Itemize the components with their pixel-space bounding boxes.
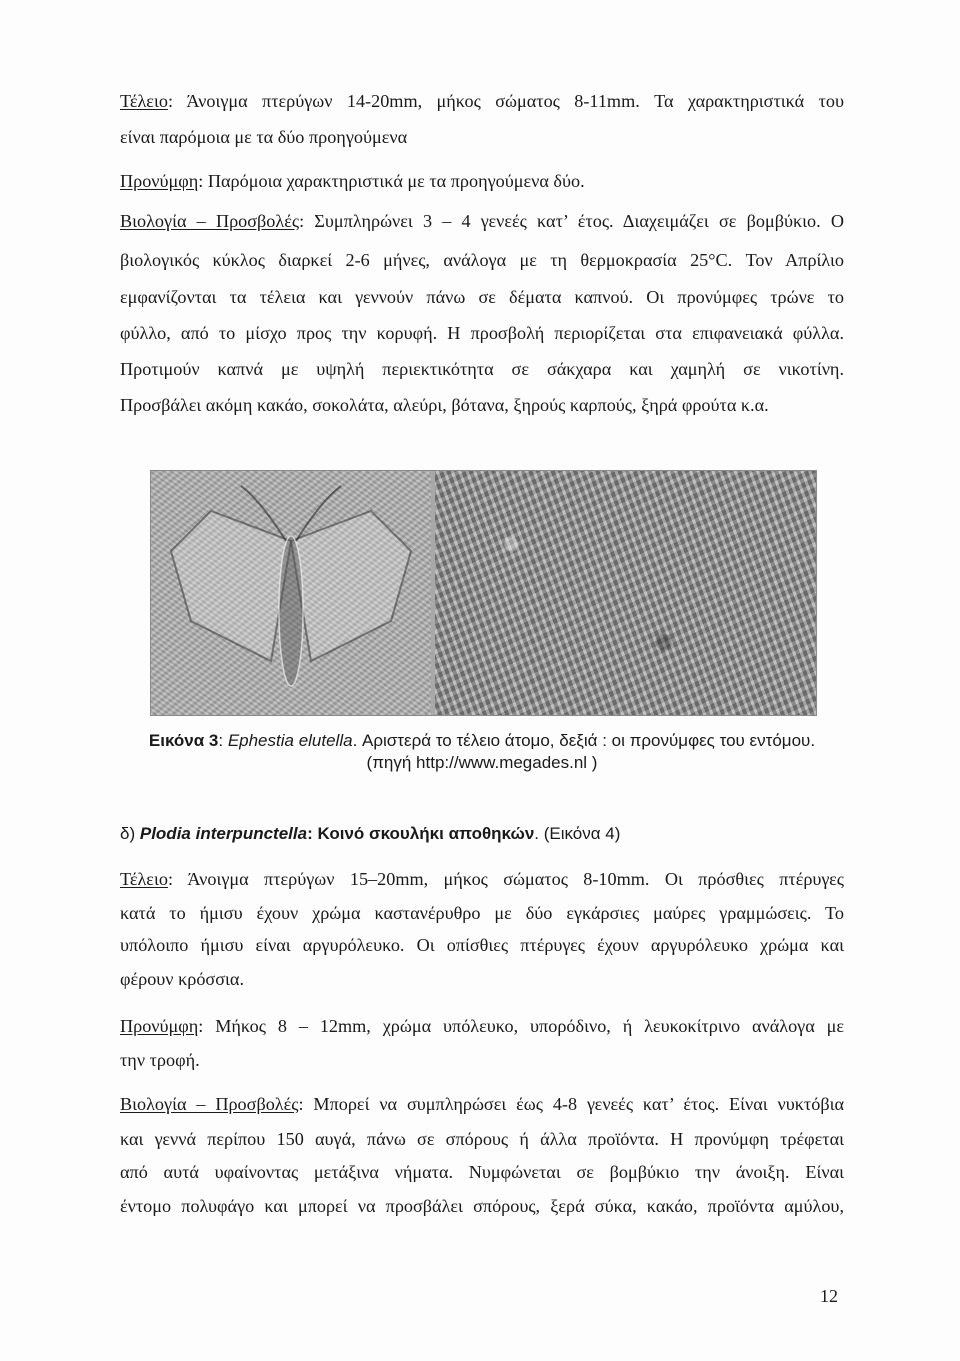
biologia-label: Βιολογία – Προσβολές: [120, 211, 300, 231]
figure-ephestia: [150, 470, 817, 716]
paragraph-line: [120, 1049, 844, 1071]
teleio-text: είναι παρόμοια με τα δύο προηγούμενα: [120, 127, 408, 147]
heading-species: Plodia interpunctella: [139, 824, 308, 843]
caption-text: . Αριστερά το τέλειο άτομο, δεξιά : οι προνύμφες του εντόμου.: [352, 731, 816, 750]
moth-illustration: [151, 471, 431, 715]
figure-caption: [120, 730, 844, 751]
biologia-text: έντομο πολυφάγο και μπορεί να προσβάλει σπόρους, ξερά σύκα, κακάο, προϊόντα αμύλου,: [120, 1196, 844, 1216]
teleio-text: : Άνοιγμα πτερύγων 15–20mm, μήκος σώματος 8-10mm. Οι πρόσθιες πτέρυγες: [167, 869, 844, 889]
biologia-text: : Συμπληρώνει 3 – 4 γενεές κατ’ έτος. Διαχειμάζει σε βομβύκιο. Ο: [299, 211, 844, 231]
pronymfi-text: την τροφή.: [120, 1050, 200, 1070]
biologia-text: Προσβάλει ακόμη κακάο, σοκολάτα, αλεύρι, βότανα, ξηρούς καρπούς, ξηρά φρούτα κ.α.: [120, 395, 769, 415]
pronymfi-label: Προνύμφη: [120, 171, 199, 191]
paragraph-line: [120, 170, 844, 192]
paragraph-line: [120, 1128, 844, 1150]
paragraph-line: [120, 210, 844, 232]
heading-ref: . (Εικόνα 4): [534, 824, 621, 843]
pronymfi-text: : Παρόμοια χαρακτηριστικά με τα προηγούμενα δύο.: [198, 171, 585, 191]
adult-moth-image: [151, 471, 431, 715]
paragraph-line: [120, 934, 844, 956]
paragraph-line: [120, 1015, 844, 1037]
page-number: 12: [820, 1286, 838, 1306]
teleio-text: υπόλοιπο ήμισυ είναι αργυρόλευκο. Οι οπίσθιες πτέρυγες έχουν αργυρόλευκο χρώμα και: [120, 935, 844, 955]
figure-source: (πηγή http://www.megades.nl ): [366, 753, 598, 772]
biologia-text: από αυτά υφαίνοντας μετάξινα νήματα. Νυμφώνεται σε βομβύκιο την άνοιξη. Είναι: [120, 1162, 844, 1182]
biologia-text: Προτιμούν καπνά με υψηλή περιεκτικότητα σε σάκχαρα και χαμηλή σε νικοτίνη.: [120, 359, 844, 379]
teleio-text: φέρουν κρόσσια.: [120, 969, 244, 989]
paragraph-line: [120, 286, 844, 308]
paragraph-line: [120, 868, 844, 890]
paragraph-line: [120, 126, 844, 148]
biologia-text: και γεννά περίπου 150 αυγά, πάνω σε σπόρους ή άλλα προϊόντα. Η προνύμφη τρέφεται: [120, 1129, 844, 1149]
paragraph-line: [120, 1161, 844, 1183]
paragraph-line: [120, 902, 844, 924]
paragraph-line: [120, 90, 844, 112]
pronymfi-label: Προνύμφη: [120, 1016, 199, 1036]
teleio-label: Τέλειο: [120, 869, 168, 889]
paragraph-line: [120, 358, 844, 380]
teleio-text: : Άνοιγμα πτερύγων 14-20mm, μήκος σώματος 8-11mm. Τα χαρακτηριστικά του: [167, 91, 844, 111]
section-heading: [120, 823, 844, 845]
paragraph-line: [120, 968, 844, 990]
paragraph-line: [120, 394, 844, 416]
biologia-text: : Μπορεί να συμπληρώσει έως 4-8 γενεές κατ’ έτος. Είναι νυκτόβια: [298, 1094, 844, 1114]
caption-label: Εικόνα 3: [148, 731, 219, 750]
caption-species: Ephestia elutella: [227, 731, 353, 750]
paragraph-line: [120, 249, 844, 271]
larvae-image: [435, 471, 816, 715]
biologia-label: Βιολογία – Προσβολές: [120, 1094, 299, 1114]
paragraph-line: [120, 322, 844, 344]
teleio-text: κατά το ήμισυ έχουν χρώμα καστανέρυθρο με δύο εγκάρσιες μαύρες γραμμώσεις. Το: [120, 903, 844, 923]
teleio-label: Τέλειο: [120, 91, 168, 111]
caption-colon: :: [218, 731, 228, 750]
biologia-text: βιολογικός κύκλος διαρκεί 2-6 μήνες, ανάλογα με τη θερμοκρασία 25°C. Τον Απρίλιο: [120, 250, 844, 270]
paragraph-line: [120, 1195, 844, 1217]
heading-prefix: δ): [120, 824, 140, 843]
heading-common: : Κοινό σκουλήκι αποθηκών: [307, 824, 535, 843]
biologia-text: εμφανίζονται τα τέλεια και γεννούν πάνω σε δέματα καπνού. Οι προνύμφες τρώνε το: [120, 287, 844, 307]
biologia-text: φύλλο, από το μίσχο προς την κορυφή. Η προσβολή περιορίζεται στα επιφανειακά φύλλα.: [120, 323, 844, 343]
paragraph-line: [120, 1093, 844, 1115]
pronymfi-text: : Μήκος 8 – 12mm, χρώμα υπόλευκο, υπορόδινο, ή λευκοκίτρινο ανάλογα με: [198, 1016, 844, 1036]
